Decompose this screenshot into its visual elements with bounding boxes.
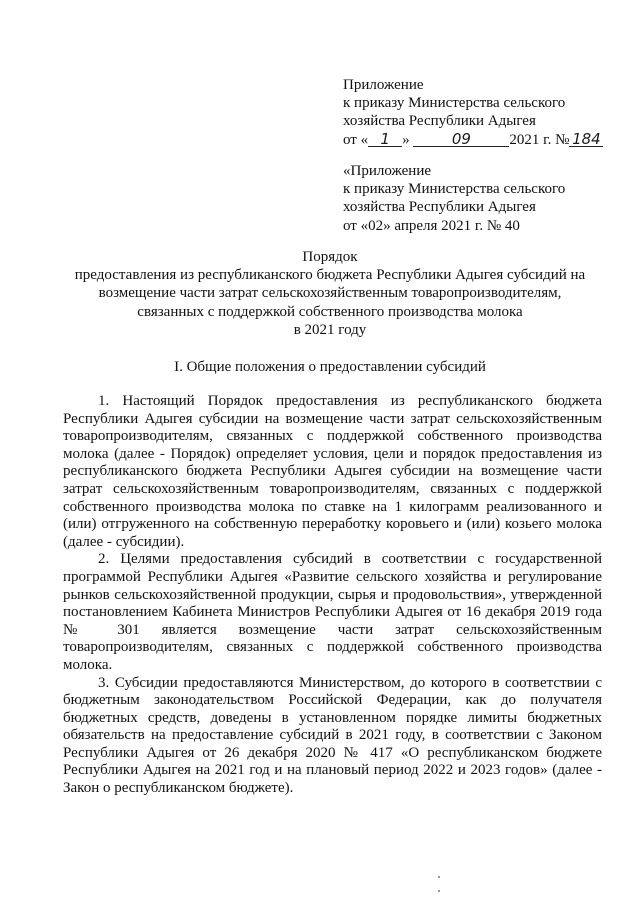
scan-speck [438,876,440,878]
old-appendix-order-line: к приказу Министерства сельского [343,181,566,198]
title-line-5: в 2021 году [293,321,367,338]
appendix-header-old [343,162,623,235]
date-prefix: от « [343,131,369,148]
scan-speck [438,890,440,892]
section-heading: I. Общие положения о предоставлении субсидий [174,359,486,375]
title-line-1: Порядок [302,249,358,265]
appendix-label: Приложение [343,77,424,93]
old-appendix-ministry-line: хозяйства Республики Адыгея [343,199,536,216]
document-body [63,393,602,798]
paragraph-1: 1. Настоящий Порядок предоставления из республиканского бюджета Республики Адыгея субсидии на возмещение части затрат сельскохозяйственным товаропроизводителям, связанных с поддержкой собственного производства молока (далее - Порядок) определяет условия, цели и порядок предоставления из республиканского бюджета Республики Адыгея субсидии на возмещение части затрат сельскохозяйственным товаропроизводителям, связанных с поддержкой собственного производства молока по ставке на 1 килограмм реализованного и (или) отгруженного на собственную переработку коровьего и (или) козьего молока (далее - субсидии). [63,393,602,550]
old-appendix-date-line: от «02» апреля 2021 г. № 40 [343,217,520,234]
title-line-2: предоставления из республиканского бюджета Республики Адыгея субсидий на [74,267,586,284]
date-mid: » [402,131,410,148]
title-line-3: возмещение части затрат сельскохозяйственным товаропроизводителям, [98,285,562,302]
handwritten-number: 184 [569,132,603,147]
appendix-header-new [343,76,623,149]
date-year: 2021 г. № [509,131,570,148]
appendix-ministry-line: хозяйства Республики Адыгея [343,113,536,130]
old-appendix-label: «Приложение [343,163,432,179]
document-title [40,248,620,339]
handwritten-month: 09 [413,132,509,147]
handwritten-day: 1 [368,132,402,147]
appendix-date-line [343,131,623,149]
paragraph-3: 3. Субсидии предоставляются Министерством, до которого в соответствии с бюджетным законодательством Российской Федерации, как до получателя бюджетных средств, доведены в установленном порядке лимиты бюджетных обязательств на предоставление субсидий в 2021 году, в соответствии с Законом Республики Адыгея от 26 декабря 2020 № 417 «О республиканском бюджете Республики Адыгея на 2021 год и на плановый период 2022 и 2023 годов» (далее - Закон о республиканском бюджете). [63,674,602,797]
appendix-order-line: к приказу Министерства сельского [343,95,566,112]
title-line-4: связанных с поддержкой собственного производства молока [137,303,523,320]
paragraph-2: 2. Целями предоставления субсидий в соответствии с государственной программой Республики Адыгея «Развитие сельского хозяйства и регулирование рынков сельскохозяйственной продукции, сырья и продовольствия», утвержденной постановлением Кабинета Министров Республики Адыгея от 16 декабря 2019 года № 301 является возмещение части затрат сельскохозяйственным товаропроизводителям, связанных с поддержкой собственного производства молока. [63,551,602,673]
